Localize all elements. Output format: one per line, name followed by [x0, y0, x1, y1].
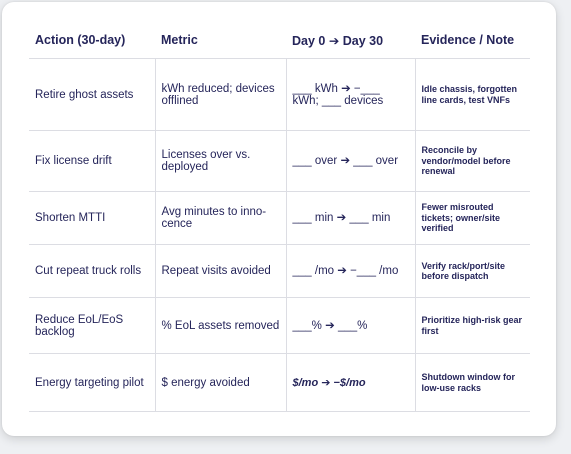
metric-cell: kWh reduced; devices offlined: [155, 59, 286, 131]
note-cell: Verify rack/port/site before dispatch: [415, 245, 530, 298]
column-header-metric: Metric: [161, 33, 198, 47]
table-row: [29, 298, 530, 354]
change-cell: ___ kWh ➔ −___ kWh; ___ devices: [286, 59, 415, 131]
header-row: [29, 22, 530, 59]
change-cell: ___ /mo ➔ −___ /mo: [286, 245, 415, 298]
column-header-evidence-note: Evidence / Note: [421, 33, 515, 47]
metric-cell: $ energy avoided: [155, 354, 286, 412]
action-cell: Cut repeat truck rolls: [29, 245, 155, 298]
change-cell: $/mo ➔ −$/mo: [286, 354, 415, 412]
action-cell: Fix license drift: [29, 131, 155, 192]
table-row: [29, 131, 530, 192]
table-row: [29, 192, 530, 245]
note-cell: Shutdown window for low-use racks: [415, 354, 530, 412]
action-cell: Energy targeting pilot: [29, 354, 155, 412]
change-cell: ___ min ➔ ___ min: [286, 192, 415, 245]
action-cell: Retire ghost assets: [29, 59, 155, 131]
note-cell: Prioritize high-risk gear first: [415, 298, 530, 354]
table-row: [29, 59, 530, 131]
note-cell: Idle chassis, forgotten line cards, test VNFs: [415, 59, 530, 131]
table-row: [29, 245, 530, 298]
metric-cell: Licenses over vs. deployed: [155, 131, 286, 192]
table-row: [29, 354, 530, 412]
metric-cell: % EoL assets removed: [155, 298, 286, 354]
metric-cell: Repeat visits avoided: [155, 245, 286, 298]
action-cell: Reduce EoL/EoS backlog: [29, 298, 155, 354]
action-cell: Shorten MTTI: [29, 192, 155, 245]
change-cell: ___ over ➔ ___ over: [286, 131, 415, 192]
table-card: [2, 2, 556, 436]
metric-cell: Avg minutes to inno-cence: [155, 192, 286, 245]
column-header-action: Action (30-day): [35, 33, 126, 47]
column-header-day-change: Day 0 ➔ Day 30: [292, 33, 384, 48]
note-cell: Fewer misrouted tickets; owner/site verified: [415, 192, 530, 245]
change-cell: ___% ➔ ___%: [286, 298, 415, 354]
action-metrics-table: [29, 22, 530, 412]
note-cell: Reconcile by vendor/model before renewal: [415, 131, 530, 192]
